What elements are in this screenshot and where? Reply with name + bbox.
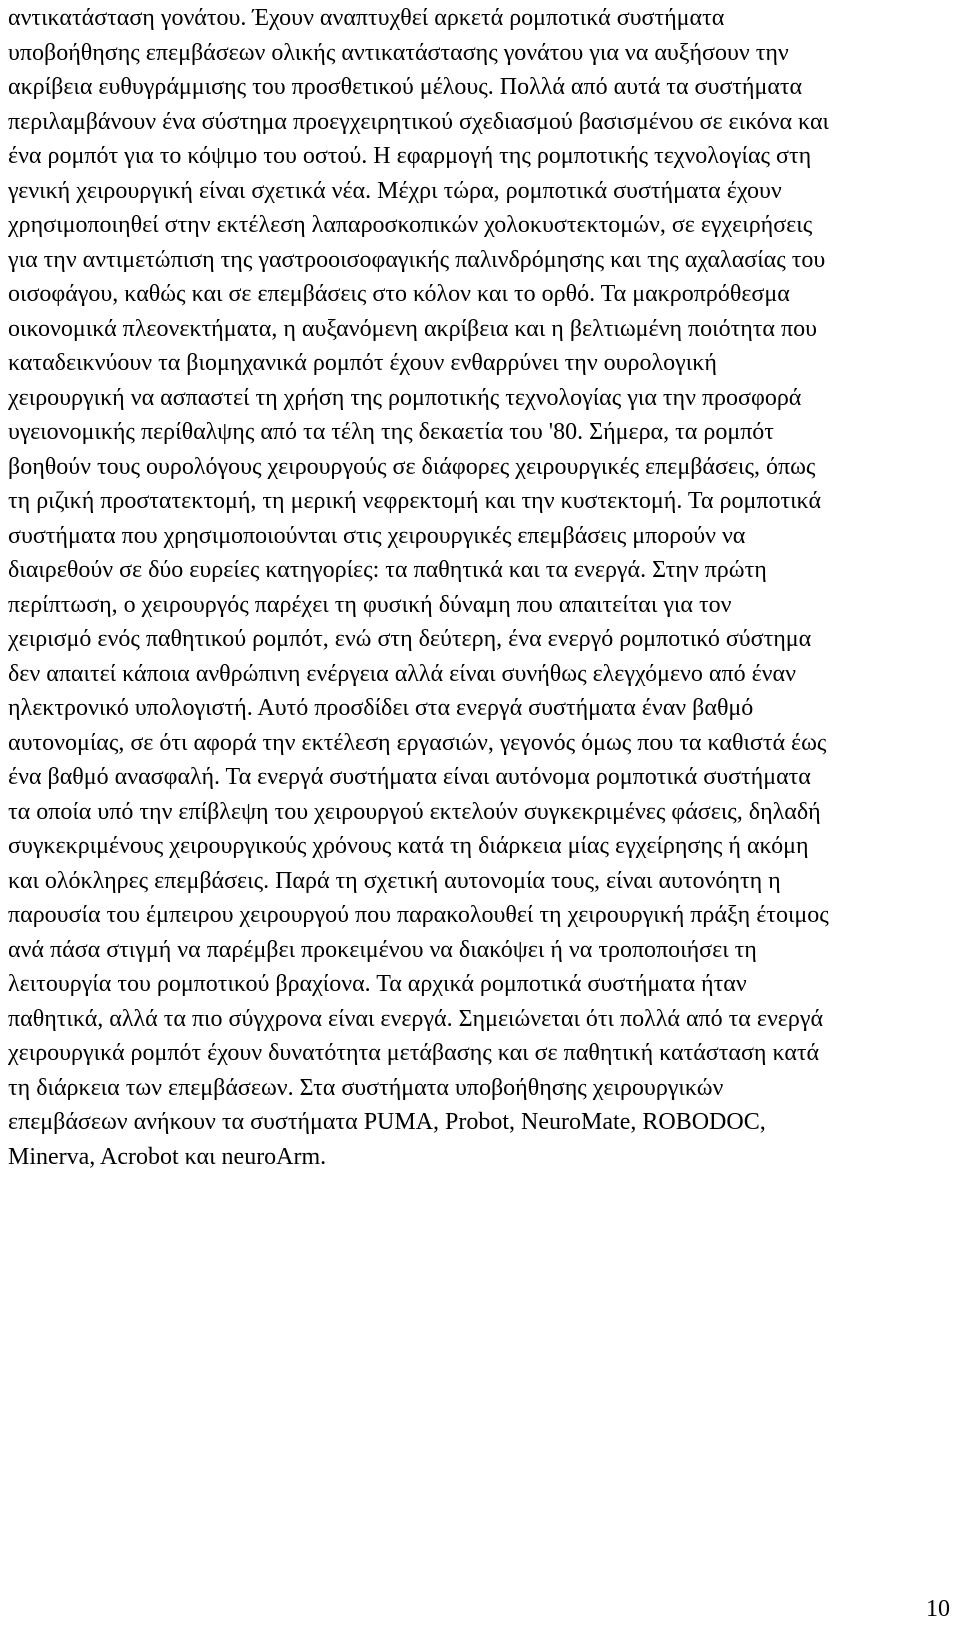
text-line: οισοφάγου, καθώς και σε επεμβάσεις στο κόλον και το ορθό. Τα μακροπρόθεσμα [8,281,790,307]
text-line: καταδεικνύουν τα βιομηχανικά ρομπότ έχουν ενθαρρύνει την ουρολογική [8,350,717,376]
text-line: τη διάρκεια των επεμβάσεων. Στα συστήματα υποβοήθησης χειρουργικών [8,1074,724,1101]
text-line: χειρισμό ενός παθητικού ρομπότ, ενώ στη δεύτερη, ένα ενεργό ρομποτικό σύστημα [8,626,812,652]
text-line: παρουσία του έμπειρου χειρουργού που παρακολουθεί τη χειρουργική πράξη έτοιμος [8,902,829,928]
text-line: αυτονομίας, σε ότι αφορά την εκτέλεση εργασιών, γεγονός όμως που τα καθιστά έως [8,729,827,756]
text-line: ανά πάσα στιγμή να παρέμβει προκειμένου να διακόψει ή να τροποποιήσει τη [8,936,757,963]
text-line: παθητικά, αλλά τα πιο σύγχρονα είναι ενεργά. Σημειώνεται ότι πολλά από τα ενεργά [8,1005,824,1032]
text-line: συγκεκριμένους χειρουργικούς χρόνους κατά τη διάρκεια μίας εγχείρησης ή ακόμη [8,833,809,859]
text-line: βοηθούν τους ουρολόγους χειρουργούς σε διάφορες χειρουργικές επεμβάσεις, όπως [8,453,816,480]
text-line: επεμβάσεων ανήκουν τα συστήματα PUMA, Probot, NeuroMate, ROBODOC, [8,1109,766,1135]
page-number: 10 [926,1596,950,1622]
text-line: τα οποία υπό την επίβλεψη του χειρουργού εκτελούν συγκεκριμένες φάσεις, δηλαδή [8,798,821,825]
text-line: ένα βαθμό ανασφαλή. Τα ενεργά συστήματα είναι αυτόνομα ρομποτικά συστήματα [8,764,811,790]
text-line: περίπτωση, ο χειρουργός παρέχει τη φυσική δύναμη που απαιτείται για τον [8,591,732,618]
text-line: δεν απαιτεί κάποια ανθρώπινη ενέργεια αλλά είναι συνήθως ελεγχόμενο από έναν [8,660,796,687]
text-line: για την αντιμετώπιση της γαστροοισοφαγικής παλινδρόμησης και της αχαλασίας του [8,246,826,273]
text-line: ηλεκτρονικό υπολογιστή. Αυτό προσδίδει στα ενεργά συστήματα έναν βαθμό [8,695,754,721]
text-line: αντικατάσταση γονάτου. Έχουν αναπτυχθεί αρκετά ρομποτικά συστήματα [8,5,725,31]
text-line: χειρουργική να ασπαστεί τη χρήση της ρομποτικής τεχνολογίας για την προσφορά [8,384,802,411]
text-line: τη ριζική προστατεκτομή, τη μερική νεφρεκτομή και την κυστεκτομή. Τα ρομποτικά [8,488,822,514]
text-line: υποβοήθησης επεμβάσεων ολικής αντικατάστασης γονάτου για να αυξήσουν την [8,39,789,66]
text-line: γενική χειρουργική είναι σχετικά νέα. Μέχρι τώρα, ρομποτικά συστήματα έχουν [8,177,782,204]
text-line: Minerva, Acrobot και neuroArm. [8,1143,327,1170]
text-line: χρησιμοποιηθεί στην εκτέλεση λαπαροσκοπικών χολοκυστεκτομών, σε εγχειρήσεις [8,212,813,238]
text-line: ένα ρομπότ για το κόψιμο του οστού. Η εφαρμογή της ρομποτικής τεχνολογίας στη [8,143,812,169]
text-line: λειτουργία του ρομποτικού βραχίονα. Τα αρχικά ρομποτικά συστήματα ήταν [8,971,747,997]
text-line: χειρουργικά ρομπότ έχουν δυνατότητα μετάβασης και σε παθητική κατάσταση κατά [8,1040,820,1066]
text-line: οικονομικά πλεονεκτήματα, η αυξανόμενη ακρίβεια και η βελτιωμένη ποιότητα που [8,315,818,342]
text-line: ακρίβεια ευθυγράμμισης του προσθετικού μέλους. Πολλά από αυτά τα συστήματα [8,74,803,100]
text-line: υγειονομικής περίθαλψης από τα τέλη της δεκαετία του '80. Σήμερα, τα ρομπότ [8,419,774,445]
text-line: και ολόκληρες επεμβάσεις. Παρά τη σχετική αυτονομία τους, είναι αυτονόητη η [8,867,781,894]
text-line: συστήματα που χρησιμοποιούνται στις χειρουργικές επεμβάσεις μπορούν να [8,522,746,549]
body-paragraph [8,1,938,1174]
text-line: περιλαμβάνουν ένα σύστημα προεγχειρητικού σχεδιασμού βασισμένου σε εικόνα και [8,108,829,135]
text-line: διαιρεθούν σε δύο ευρείες κατηγορίες: τα παθητικά και τα ενεργά. Στην πρώτη [8,557,767,583]
